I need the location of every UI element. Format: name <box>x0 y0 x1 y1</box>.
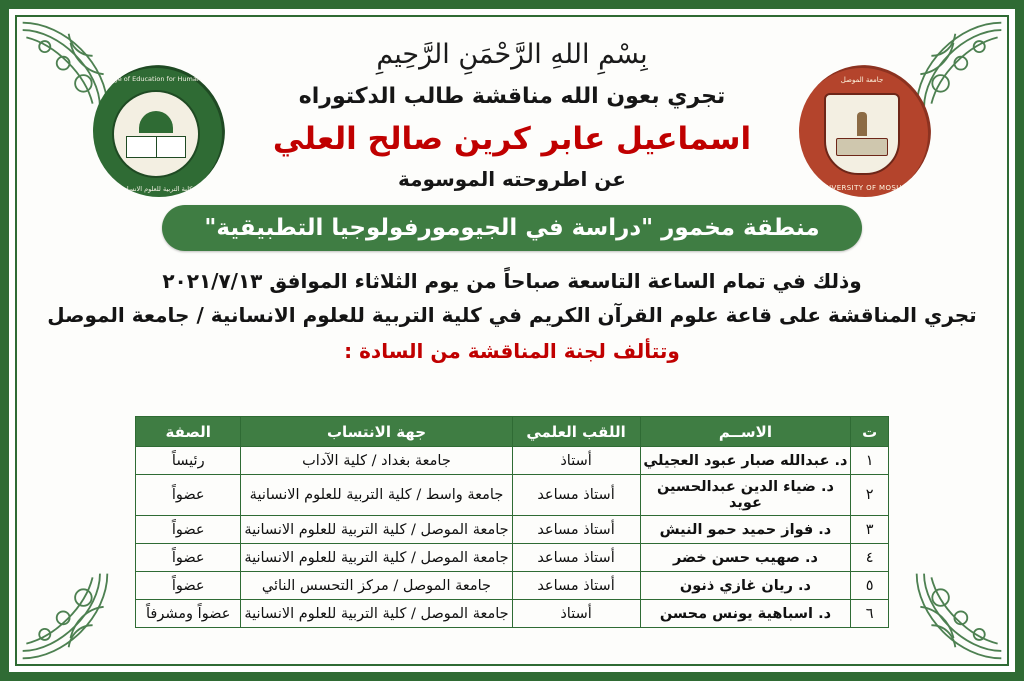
cell-rank: أستاذ مساعد <box>512 516 640 544</box>
cell-index: ٥ <box>851 572 889 600</box>
cell-name: د. صهيب حسن خضر <box>640 544 851 572</box>
poster-inner-frame <box>15 15 1009 666</box>
column-header-name: الاســم <box>640 417 851 447</box>
column-header-role: الصفة <box>136 417 241 447</box>
table-row <box>136 516 889 544</box>
cell-affiliation: جامعة الموصل / كلية التربية للعلوم الانسانية <box>241 516 512 544</box>
committee-table <box>135 416 889 628</box>
column-header-affiliation: جهة الانتساب <box>241 417 512 447</box>
committee-intro-line: وتتألف لجنة المناقشة من السادة : <box>344 339 680 363</box>
cell-affiliation: جامعة الموصل / مركز التحسس النائي <box>241 572 512 600</box>
student-name: اسماعيل عابر كرين صالح العلي <box>272 121 752 157</box>
cell-role: رئيساً <box>136 447 241 475</box>
cell-rank: أستاذ <box>512 447 640 475</box>
cell-index: ٦ <box>851 600 889 628</box>
corner-ornament-icon <box>913 570 1005 662</box>
cell-role: عضواً <box>136 544 241 572</box>
cell-rank: أستاذ <box>512 600 640 628</box>
cell-index: ٤ <box>851 544 889 572</box>
cell-affiliation: جامعة واسط / كلية التربية للعلوم الانسانية <box>241 475 512 516</box>
cell-name: د. فواز حميد حمو النيش <box>640 516 851 544</box>
table-row <box>136 447 889 475</box>
basmala-text: بِسْمِ اللهِ الرَّحْمَنِ الرَّحِيمِ <box>376 39 648 70</box>
defense-datetime-line: وذلك في تمام الساعة التاسعة صباحاً من يوم الثلاثاء الموافق ٢٠٢١/٧/١٣ <box>162 269 862 293</box>
cell-index: ٣ <box>851 516 889 544</box>
column-header-index: ت <box>851 417 889 447</box>
cell-name: د. اسباهية يونس محسن <box>640 600 851 628</box>
thesis-title-band: منطقة مخمور "دراسة في الجيومورفولوجيا التطبيقية" <box>162 205 862 251</box>
cell-role: عضواً ومشرفاً <box>136 600 241 628</box>
announcement-intro-line: تجري بعون الله مناقشة طالب الدكتوراه <box>298 84 726 109</box>
university-logo-top-text: جامعة الموصل <box>840 76 884 84</box>
committee-table-wrapper <box>135 416 889 628</box>
cell-affiliation: جامعة الموصل / كلية التربية للعلوم الانسانية <box>241 544 512 572</box>
cell-affiliation: جامعة الموصل / كلية التربية للعلوم الانسانية <box>241 600 512 628</box>
cell-index: ١ <box>851 447 889 475</box>
cell-rank: أستاذ مساعد <box>512 572 640 600</box>
cell-index: ٢ <box>851 475 889 516</box>
table-header-row <box>136 417 889 447</box>
table-row <box>136 600 889 628</box>
cell-affiliation: جامعة بغداد / كلية الآداب <box>241 447 512 475</box>
cell-role: عضواً <box>136 516 241 544</box>
cell-name: د. عبدالله صبار عبود العجيلي <box>640 447 851 475</box>
cell-role: عضواً <box>136 475 241 516</box>
table-row <box>136 572 889 600</box>
thesis-label: عن اطروحته الموسومة <box>398 167 626 191</box>
cell-name: د. ريان غازي ذنون <box>640 572 851 600</box>
table-row <box>136 475 889 516</box>
cell-rank: أستاذ مساعد <box>512 475 640 516</box>
college-logo-bottom-text: كلية التربية للعلوم الانسانية <box>119 185 193 193</box>
college-logo-top-text: College of Education for Humanities <box>97 75 215 83</box>
defense-place-line: تجري المناقشة على قاعة علوم القرآن الكريم في كلية التربية للعلوم الانسانية / جامعة الموصل <box>47 303 977 327</box>
cell-role: عضواً <box>136 572 241 600</box>
university-logo-bottom-text: UNIVERSITY OF MOSUL <box>817 184 907 192</box>
cell-rank: أستاذ مساعد <box>512 544 640 572</box>
poster-content <box>17 39 1007 363</box>
table-row <box>136 544 889 572</box>
cell-name: د. ضياء الدين عبدالحسين عويد <box>640 475 851 516</box>
corner-ornament-icon <box>19 570 111 662</box>
column-header-rank: اللقب العلمي <box>512 417 640 447</box>
